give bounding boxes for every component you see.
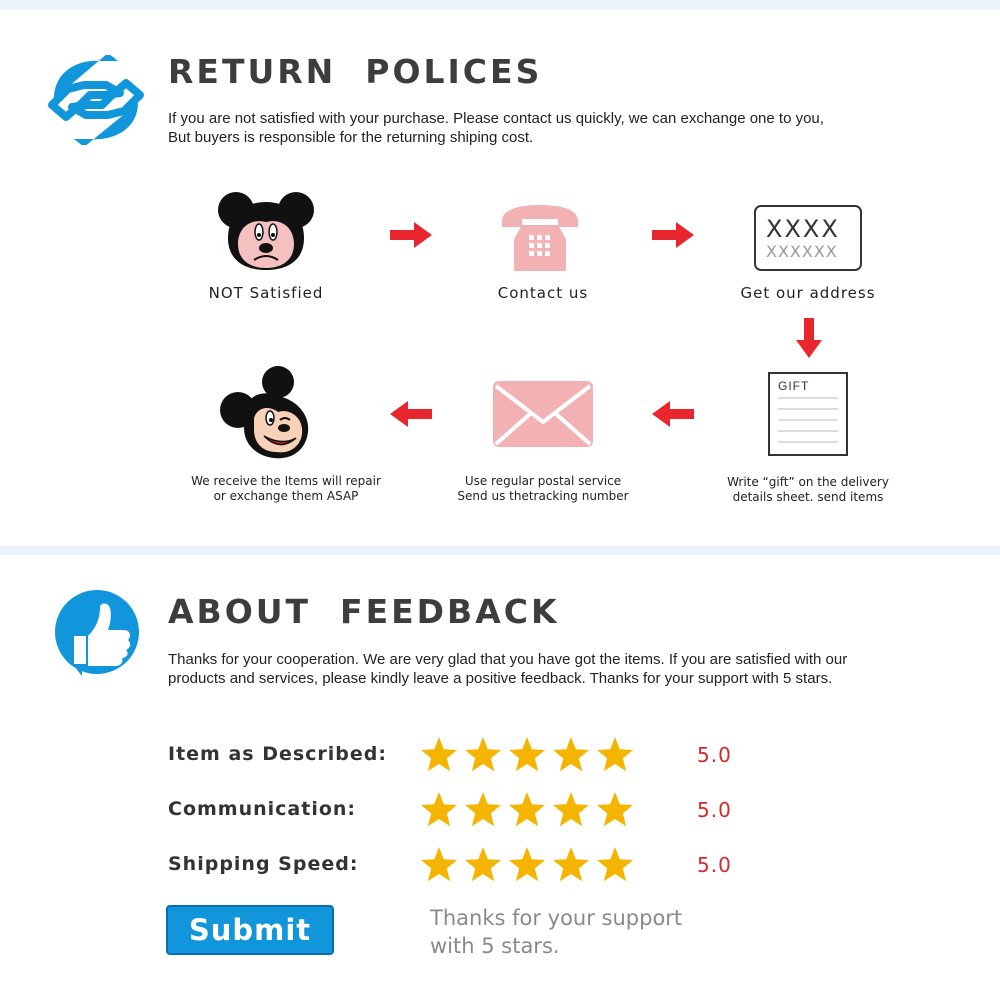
caption-line: or exchange them ASAP — [213, 489, 359, 503]
caption-line: Send us thetracking number — [457, 489, 629, 503]
address-card-line-1: XXXX — [766, 215, 840, 243]
rating-score-communication: 5.0 — [697, 798, 732, 822]
star-rating-shipping-speed[interactable] — [420, 846, 640, 886]
step-caption-contact-us: Contact us — [497, 284, 589, 302]
telephone-icon — [500, 203, 580, 273]
gift-sheet-label: GIFT — [778, 379, 810, 393]
description-line: But buyers is responsible for the returning shiping cost. — [168, 129, 534, 146]
rating-score-shipping-speed: 5.0 — [697, 853, 732, 877]
star-icon[interactable] — [596, 736, 634, 774]
unhappy-mickey-icon — [216, 188, 316, 274]
rating-label-shipping-speed: Shipping Speed: — [168, 853, 359, 875]
star-icon[interactable] — [420, 791, 458, 829]
arrow-right-icon — [390, 222, 432, 253]
star-icon[interactable] — [508, 846, 546, 884]
arrow-left-icon — [652, 401, 694, 432]
star-icon[interactable] — [420, 846, 458, 884]
thanks-note — [430, 904, 682, 960]
return-policy-description — [168, 109, 988, 147]
star-icon[interactable] — [508, 791, 546, 829]
description-line: If you are not satisfied with your purchase. Please contact us quickly, we can exchange one to you, — [168, 110, 824, 127]
rating-score-item-described: 5.0 — [697, 743, 732, 767]
step-caption-receive-items — [166, 474, 406, 504]
star-icon[interactable] — [420, 736, 458, 774]
return-policy-title: RETURN POLICES — [168, 52, 543, 91]
arrow-left-icon — [390, 401, 432, 432]
arrow-right-icon — [652, 222, 694, 253]
gift-sheet-icon — [768, 372, 848, 456]
thumbs-up-icon — [52, 588, 142, 678]
star-rating-communication[interactable] — [420, 791, 640, 831]
step-caption-get-address: Get our address — [740, 284, 876, 302]
feedback-description — [168, 650, 988, 688]
star-icon[interactable] — [508, 736, 546, 774]
handshake-return-icon — [46, 55, 146, 145]
feedback-title: ABOUT FEEDBACK — [168, 592, 560, 631]
star-icon[interactable] — [552, 846, 590, 884]
star-icon[interactable] — [596, 846, 634, 884]
description-line: Thanks for your cooperation. We are very glad that you have got the items. If you are satisfied with our — [168, 651, 848, 668]
winking-mickey-icon — [218, 366, 316, 462]
star-icon[interactable] — [596, 791, 634, 829]
address-card-line-2: XXXXXX — [766, 242, 838, 261]
star-icon[interactable] — [552, 791, 590, 829]
note-line: Thanks for your support — [430, 906, 683, 930]
caption-line: Write “gift” on the delivery — [727, 475, 889, 489]
rating-label-communication: Communication: — [168, 798, 357, 820]
star-rating-item-described[interactable] — [420, 736, 640, 776]
arrow-down-icon — [796, 318, 822, 363]
rating-label-item-described: Item as Described: — [168, 743, 387, 765]
step-caption-write-gift — [698, 475, 918, 505]
description-line: products and services, please kindly leave a positive feedback. Thanks for your support with 5 stars. — [168, 670, 833, 687]
star-icon[interactable] — [464, 846, 502, 884]
caption-line: We receive the Items will repair — [191, 474, 381, 488]
note-line: with 5 stars. — [430, 934, 560, 958]
caption-line: details sheet. send items — [732, 490, 884, 504]
address-card-icon — [754, 205, 862, 271]
caption-line: Use regular postal service — [464, 474, 622, 488]
star-icon[interactable] — [552, 736, 590, 774]
star-icon[interactable] — [464, 791, 502, 829]
step-caption-not-satisfied: NOT Satisfied — [208, 284, 324, 302]
step-caption-postal-service — [433, 474, 653, 504]
envelope-icon — [492, 380, 594, 448]
star-icon[interactable] — [464, 736, 502, 774]
submit-button[interactable]: Submit — [166, 905, 334, 955]
